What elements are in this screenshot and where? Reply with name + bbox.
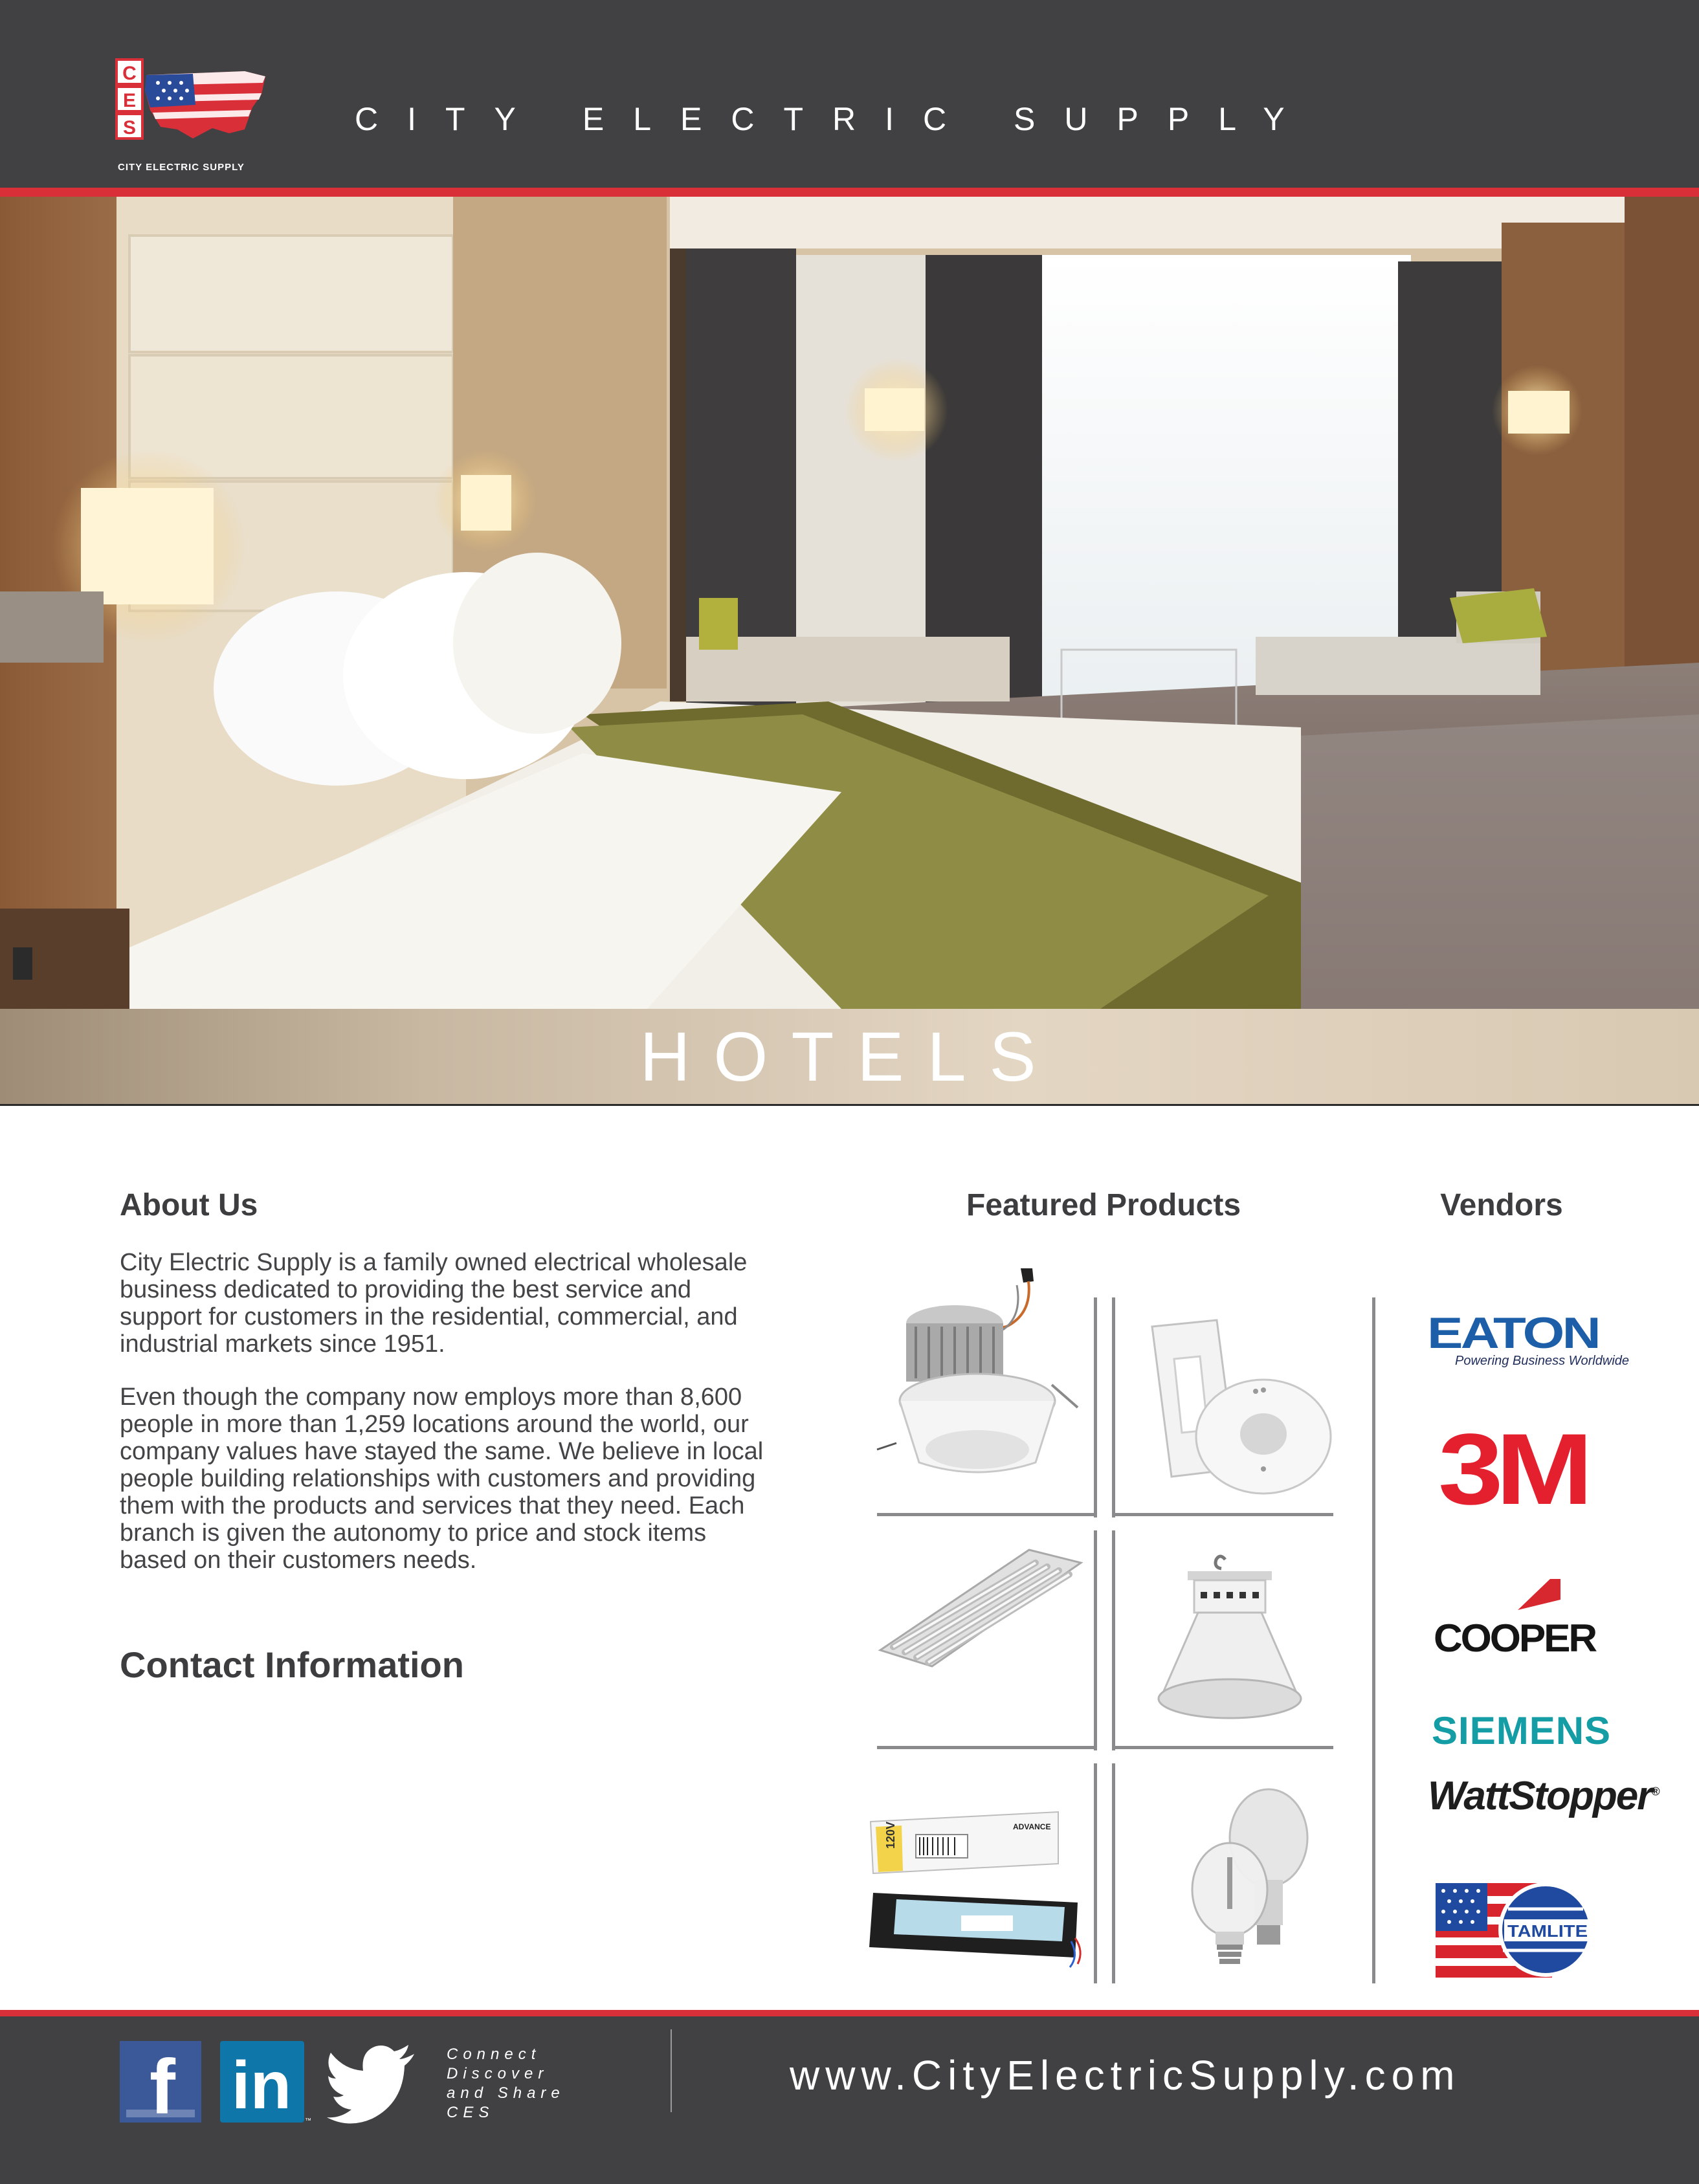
ballast-brand-label: ADVANCE — [1013, 1822, 1051, 1831]
header-red-stripe — [0, 188, 1699, 197]
connect-tagline — [447, 2045, 615, 2123]
cooper-logo[interactable] — [1434, 1579, 1599, 1660]
cooper-logo-text: COOPER — [1434, 1616, 1597, 1660]
product-grid-vline-left-3 — [1094, 1763, 1097, 1983]
occupancy-sensor-icon[interactable] — [1126, 1307, 1333, 1508]
vendors-divider — [1372, 1297, 1375, 1983]
product-grid-hline-1a — [877, 1513, 1094, 1516]
eaton-logo[interactable] — [1427, 1310, 1602, 1356]
product-grid-hline-1b — [1115, 1513, 1333, 1516]
connect-line-1: Connect — [447, 2046, 541, 2063]
3m-logo-text: 3M — [1438, 1413, 1586, 1526]
linkedin-icon[interactable] — [220, 2041, 311, 2125]
3m-logo[interactable] — [1438, 1413, 1587, 1526]
fluorescent-high-bay-icon[interactable] — [874, 1543, 1087, 1673]
recessed-downlight-icon[interactable] — [871, 1255, 1084, 1475]
hero-caption-underline — [0, 1104, 1699, 1106]
high-bay-fixture-icon[interactable] — [1149, 1553, 1343, 1741]
tamlite-logo-text: TAMLITE — [1507, 1921, 1588, 1941]
website-link[interactable]: www.CityElectricSupply.com — [790, 2052, 1461, 2099]
logo-letter-c: C — [122, 63, 137, 84]
about-paragraph-2: Even though the company now employs more than 8,600 people in more than 1,259 locations around the world, our company values have stayed the same. We believe in local people building relationships with customers and providing them with the products and services that they need. Each branch is given the autonomy to price and stock items based on their customers needs. — [120, 1384, 764, 1574]
header-title: CITY ELECTRIC SUPPLY — [355, 101, 1314, 137]
logo-letter-s: S — [122, 117, 137, 138]
logo-caption: CITY ELECTRIC SUPPLY — [118, 162, 245, 173]
facebook-icon[interactable] — [120, 2041, 201, 2130]
svg-text:™: ™ — [305, 2117, 311, 2124]
connect-line-4: CES — [447, 2104, 494, 2121]
wattstopper-registered-mark: ® — [1651, 1785, 1659, 1798]
product-grid-vline-left-2 — [1094, 1530, 1097, 1750]
hero-title: HOTELS — [639, 1017, 1060, 1096]
linkedin-icon-glyph: in — [231, 2048, 292, 2123]
footer-red-stripe — [0, 2010, 1699, 2016]
product-grid-vline-left — [1094, 1297, 1097, 1517]
product-grid-vline-right — [1112, 1297, 1115, 1517]
ces-logo[interactable] — [115, 57, 271, 177]
product-grid-hline-2b — [1115, 1746, 1333, 1749]
wattstopper-logo[interactable]: WattStopper® — [1428, 1774, 1659, 1818]
featured-products-heading: Featured Products — [966, 1188, 1241, 1222]
ballast-120v-label: 120V — [884, 1821, 897, 1849]
footer-divider — [671, 2029, 672, 2112]
vendors-heading: Vendors — [1440, 1188, 1563, 1222]
about-paragraph-1: City Electric Supply is a family owned electrical wholesale business dedicated to providing the best service and support for customers in the residential, commercial, and industrial markets since 1951. — [120, 1249, 748, 1358]
ballast-icon[interactable] — [864, 1809, 1084, 1977]
contact-heading: Contact Information — [120, 1644, 464, 1685]
tamlite-logo[interactable] — [1436, 1883, 1594, 1980]
facebook-icon-glyph: f — [150, 2044, 175, 2130]
eaton-tagline: Powering Business Worldwide — [1455, 1354, 1630, 1368]
about-heading: About Us — [120, 1188, 258, 1222]
connect-line-3: and Share — [447, 2084, 565, 2102]
siemens-logo[interactable]: SIEMENS — [1432, 1709, 1612, 1752]
twitter-icon[interactable] — [327, 2045, 417, 2123]
connect-line-2: Discover — [447, 2065, 549, 2082]
product-grid-vline-right-2 — [1112, 1530, 1115, 1750]
hotel-room-photo — [0, 197, 1699, 1009]
product-grid-vline-right-3 — [1112, 1763, 1115, 1983]
logo-letter-e: E — [122, 90, 137, 111]
product-grid-hline-2a — [877, 1746, 1094, 1749]
hid-lamp-icon[interactable] — [1178, 1786, 1327, 1974]
eaton-logo-text: EATON — [1427, 1308, 1599, 1358]
